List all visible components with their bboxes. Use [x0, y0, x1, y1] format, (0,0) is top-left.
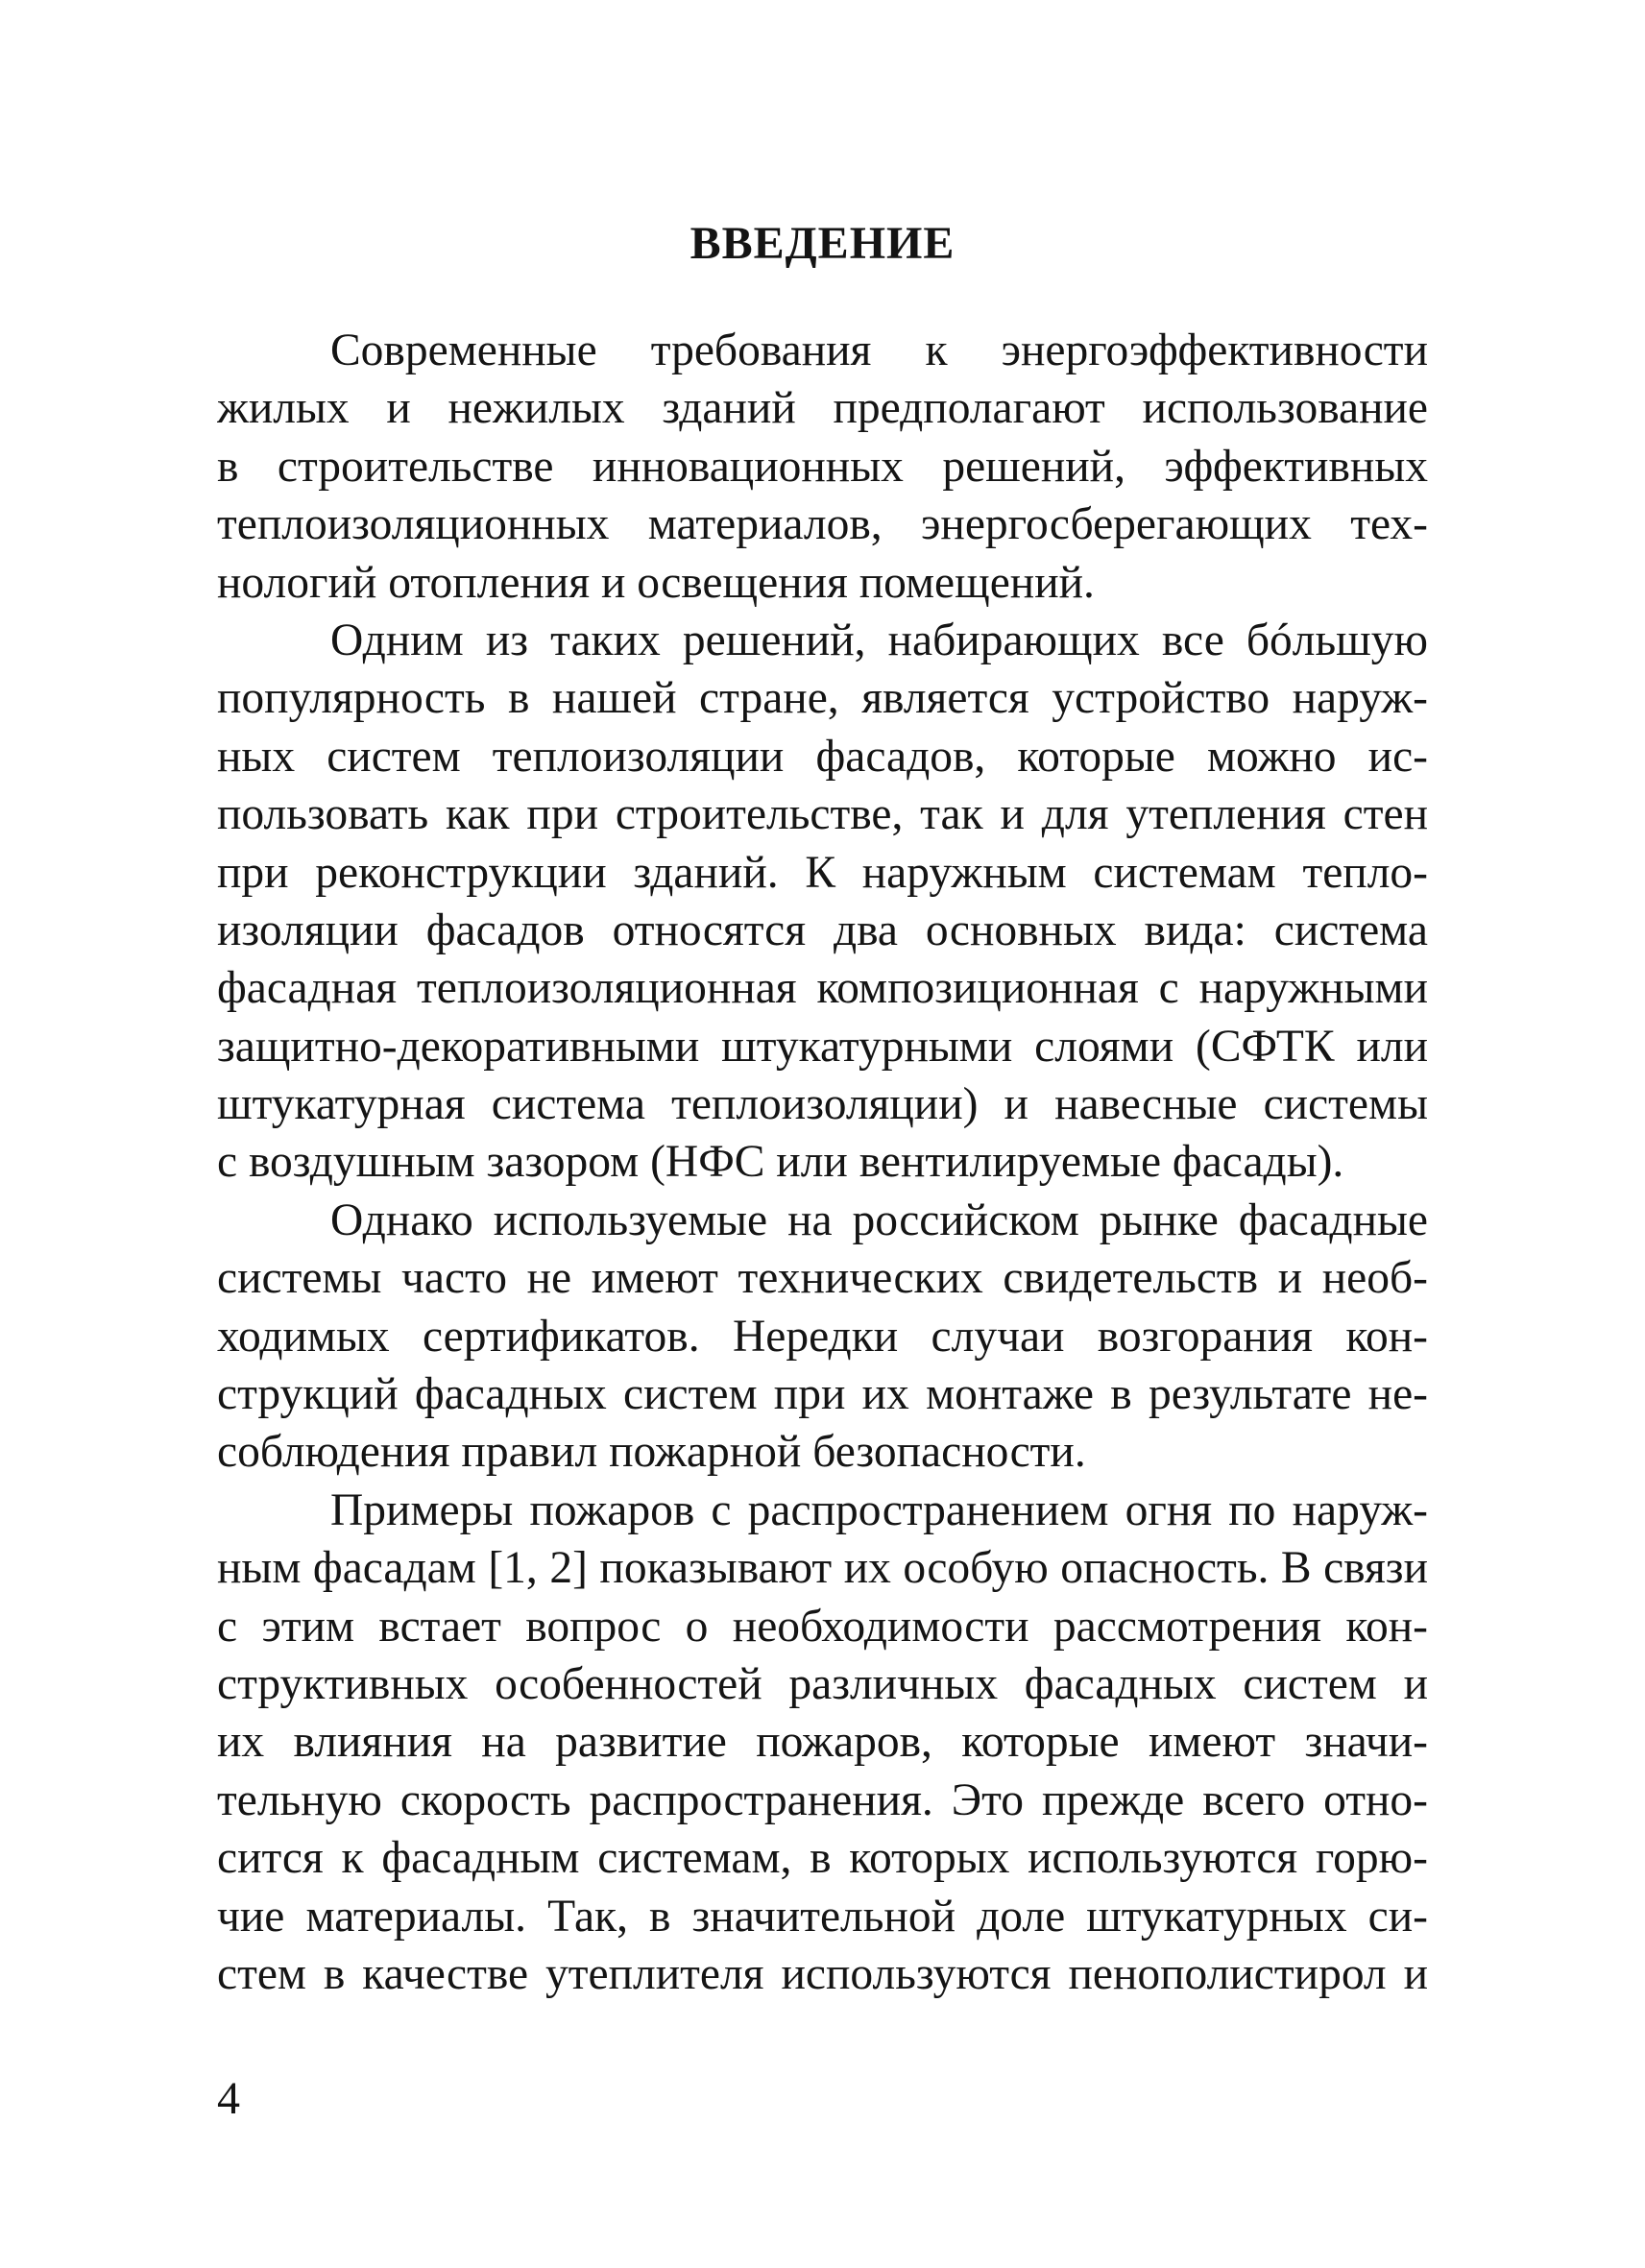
text-line: ных систем теплоизоляции фасадов, которые можно ис- — [217, 731, 1428, 782]
text-line: жилых и нежилых зданий предполагают использование — [217, 383, 1428, 434]
text-line: соблюдения правил пожарной безопасности. — [217, 1427, 1086, 1478]
text-line: с воздушным зазором (НФС или вентилируемые фасады). — [217, 1137, 1344, 1188]
text-line: чие материалы. Так, в значительной доле штукатурных си- — [217, 1891, 1428, 1942]
text-line: Примеры пожаров с распространением огня по наруж- — [330, 1484, 1428, 1535]
text-line: штукатурная система теплоизоляции) и навесные системы — [217, 1079, 1428, 1130]
text-line: защитно-декоративными штукатурными слоями (СФТК или — [217, 1021, 1428, 1072]
paragraph-2 — [217, 612, 1428, 1192]
text-line: системы часто не имеют технических свидетельств и необ- — [217, 1253, 1428, 1304]
text-line: структивных особенностей различных фасадных систем и — [217, 1658, 1428, 1709]
text-line: сится к фасадным системам, в которых используются горю- — [217, 1833, 1428, 1884]
text-line: струкций фасадных систем при их монтаже в результате не- — [217, 1369, 1428, 1420]
text-line: популярность в нашей стране, является устройство наруж- — [217, 673, 1428, 724]
text-line: теплоизоляционных материалов, энергосберегающих тех- — [217, 499, 1428, 550]
paragraph-1 — [217, 322, 1428, 612]
text-line: ным фасадам [1, 2] показывают их особую опасность. В связи — [217, 1543, 1428, 1594]
text-line: их влияния на развитие пожаров, которые имеют значи- — [217, 1717, 1428, 1768]
text-line: пользовать как при строительстве, так и для утепления стен — [217, 789, 1428, 840]
page-number: 4 — [217, 2073, 240, 2124]
paragraph-4 — [217, 1482, 1428, 2004]
text-line: тельную скорость распространения. Это прежде всего отно- — [217, 1774, 1428, 1825]
text-line: Современные требования к энергоэффективности — [330, 326, 1428, 375]
text-line: нологий отопления и освещения помещений. — [217, 557, 1095, 608]
text-line: ходимых сертификатов. Нередки случаи возгорания кон- — [217, 1311, 1428, 1362]
text-line: стем в качестве утеплителя используются пенополистирол и — [217, 1948, 1428, 1999]
text-line: с этим встает вопрос о необходимости рассмотрения кон- — [217, 1601, 1428, 1652]
body-text — [217, 322, 1428, 2003]
text-line: Одним из таких решений, набирающих все бóльшую — [330, 615, 1428, 665]
text-line: изоляции фасадов относятся два основных вида: система — [217, 905, 1428, 955]
text-line: фасадная теплоизоляционная композиционная с наружными — [217, 963, 1428, 1014]
page-title: ВВЕДЕНИЕ — [689, 218, 956, 269]
text-line: Однако используемые на российском рынке фасадные — [330, 1194, 1428, 1245]
paragraph-3 — [217, 1192, 1428, 1482]
text-line: при реконструкции зданий. К наружным системам тепло- — [217, 847, 1428, 898]
text-line: в строительстве инновационных решений, эффективных — [217, 441, 1428, 492]
